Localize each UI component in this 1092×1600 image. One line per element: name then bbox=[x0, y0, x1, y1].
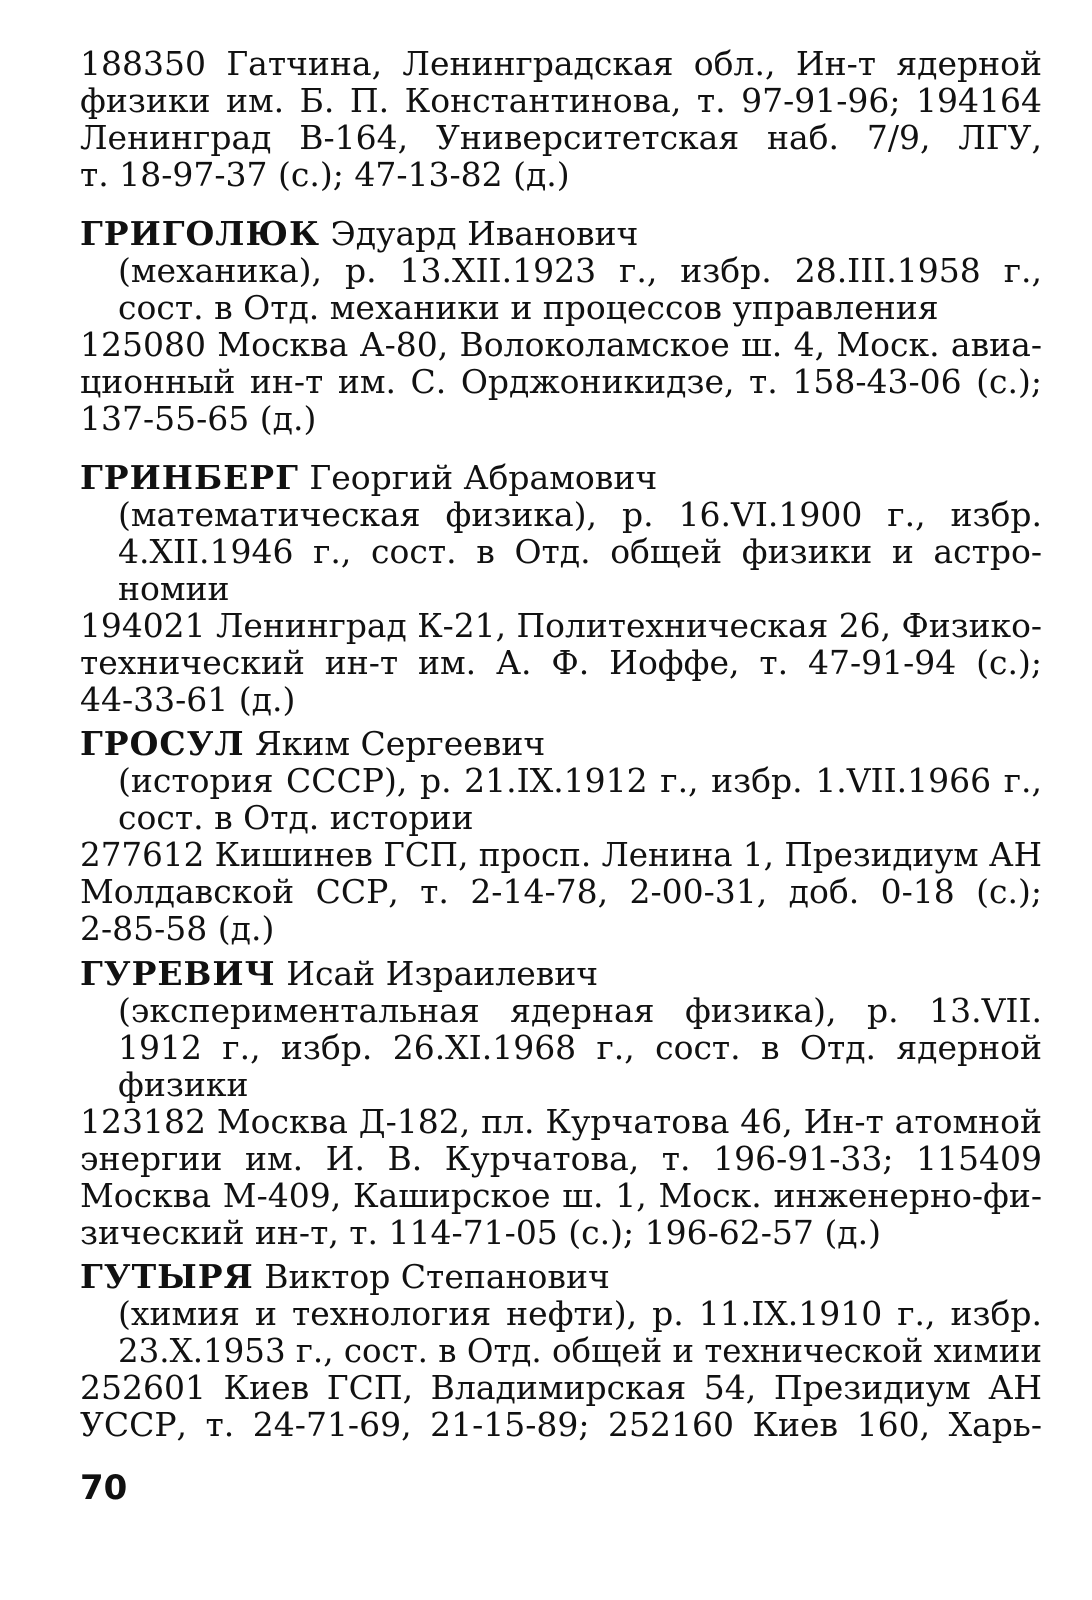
info-line: физики bbox=[118, 1065, 249, 1104]
address-line: физики им. Б. П. Константинова, т. 97-91-96; 194164 bbox=[80, 81, 1042, 120]
address-line: 44-33-61 (д.) bbox=[80, 680, 296, 719]
address-line: 252601 Киев ГСП, Владимирская 54, Президиум АН bbox=[80, 1368, 1042, 1407]
info-line: (математическая физика), р. 16.VI.1900 г., избр. bbox=[118, 495, 1042, 534]
surname: ГУТЫРЯ bbox=[80, 1257, 254, 1296]
address-line: т. 18-97-37 (с.); 47-13-82 (д.) bbox=[80, 155, 570, 194]
entry-heading bbox=[80, 724, 1042, 764]
info-line: 1912 г., избр. 26.XI.1968 г., сост. в Отд. ядерной bbox=[118, 1028, 1042, 1067]
info-line: (механика), р. 13.XII.1923 г., избр. 28.III.1958 г., bbox=[118, 251, 1042, 290]
address-line: 123182 Москва Д-182, пл. Курчатова 46, Ин-т атомной bbox=[80, 1102, 1042, 1141]
entry-heading bbox=[80, 458, 1042, 498]
address-line: 125080 Москва А-80, Волоколамское ш. 4, Моск. авиа- bbox=[80, 325, 1042, 364]
address-line: 2-85-58 (д.) bbox=[80, 909, 275, 948]
given-names: Георгий Абрамович bbox=[309, 458, 658, 497]
address-line: 137-55-65 (д.) bbox=[80, 399, 317, 438]
info-line: (химия и технология нефти), р. 11.IX.1910 г., избр. bbox=[118, 1294, 1042, 1333]
given-names: Исай Израилевич bbox=[286, 954, 599, 993]
address-line: Ленинград В-164, Университетская наб. 7/9, ЛГУ, bbox=[80, 118, 1042, 157]
address-line: Москва М-409, Каширское ш. 1, Моск. инженерно-фи- bbox=[80, 1176, 1042, 1215]
info-line: 4.XII.1946 г., сост. в Отд. общей физики и астро- bbox=[118, 532, 1042, 571]
info-line: (история СССР), р. 21.IX.1912 г., избр. 1.VII.1966 г., bbox=[118, 761, 1042, 800]
page-number: 70 bbox=[80, 1468, 128, 1508]
address-line: ционный ин-т им. С. Орджоникидзе, т. 158-43-06 (с.); bbox=[80, 362, 1042, 401]
given-names: Яким Сергеевич bbox=[255, 724, 546, 763]
surname: ГРИНБЕРГ bbox=[80, 458, 299, 497]
info-line: сост. в Отд. механики и процессов управления bbox=[118, 288, 939, 327]
info-line: (экспериментальная ядерная физика), р. 13.VII. bbox=[118, 991, 1042, 1030]
address-line: 194021 Ленинград К-21, Политехническая 26, Физико- bbox=[80, 606, 1043, 645]
surname: ГРОСУЛ bbox=[80, 724, 245, 763]
address-line: 277612 Кишинев ГСП, просп. Ленина 1, Президиум АН bbox=[80, 835, 1042, 874]
info-line: номии bbox=[118, 569, 230, 608]
entry-heading bbox=[80, 214, 1042, 254]
info-line: 23.X.1953 г., сост. в Отд. общей и технической химии bbox=[118, 1331, 1043, 1370]
address-line: 188350 Гатчина, Ленинградская обл., Ин-т ядерной bbox=[80, 44, 1042, 83]
address-line: Молдавской ССР, т. 2-14-78, 2-00-31, доб. 0-18 (с.); bbox=[80, 872, 1042, 911]
info-line: сост. в Отд. истории bbox=[118, 798, 474, 837]
surname: ГРИГОЛЮК bbox=[80, 214, 320, 253]
address-line: УССР, т. 24-71-69, 21-15-89; 252160 Киев 160, Харь- bbox=[80, 1405, 1042, 1444]
entry-heading bbox=[80, 954, 1042, 994]
entry-heading bbox=[80, 1257, 1042, 1297]
given-names: Виктор Степанович bbox=[264, 1257, 610, 1296]
surname: ГУРЕВИЧ bbox=[80, 954, 276, 993]
address-line: энергии им. И. В. Курчатова, т. 196-91-33; 115409 bbox=[80, 1139, 1042, 1178]
address-line: технический ин-т им. А. Ф. Иоффе, т. 47-91-94 (с.); bbox=[80, 643, 1042, 682]
given-names: Эдуард Иванович bbox=[330, 214, 639, 253]
address-line: зический ин-т, т. 114-71-05 (с.); 196-62-57 (д.) bbox=[80, 1213, 881, 1252]
